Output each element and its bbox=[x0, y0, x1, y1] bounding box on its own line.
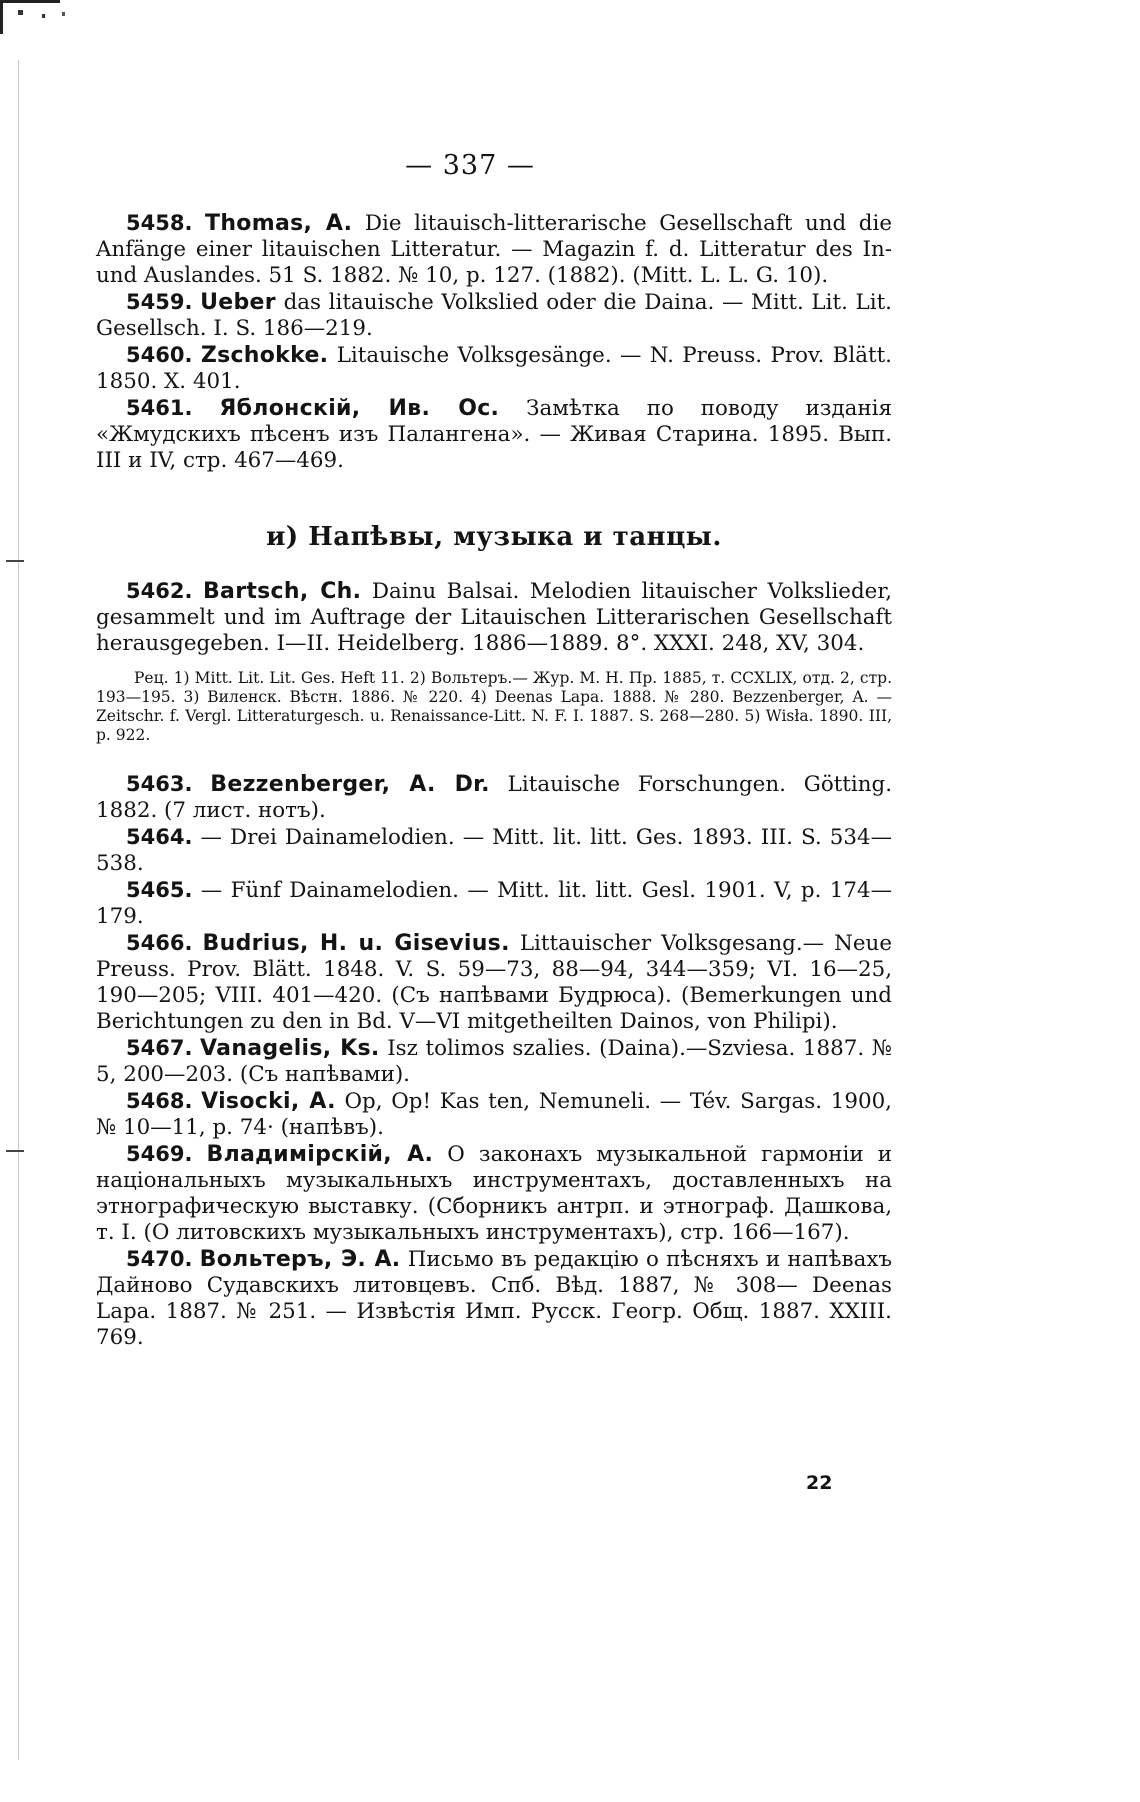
entry-text: Isz tolimos szalies. (Daina).—Szviesa. 1887. № 5, 200—203. (Съ напѣвами). bbox=[96, 1036, 892, 1087]
section-heading: и) Напѣвы, музыка и танцы. bbox=[266, 522, 722, 552]
entry-5470 bbox=[96, 1246, 892, 1351]
entry-5468 bbox=[96, 1088, 892, 1141]
entry-number: 5464. bbox=[126, 825, 193, 849]
entry-author: Bartsch, Ch. bbox=[202, 579, 362, 604]
entry-number: 5466. bbox=[126, 931, 193, 955]
entry-number: 5462. bbox=[126, 579, 193, 603]
page-fold-line bbox=[18, 60, 19, 1760]
entry-5460 bbox=[96, 342, 892, 395]
entry-text: Dainu Balsai. Melodien litauischer Volkslieder, gesammelt und im Auftrage der Litauischen Litterarischen Gesellschaft herausgegeben. I—II. Heidelberg. 1886—1889. 8°. XXXI. 248, XV, 304. bbox=[96, 579, 892, 656]
entry-number: 5459. bbox=[126, 290, 193, 314]
entry-number: 5458. bbox=[126, 211, 193, 235]
entry-author: Budrius, H. u. Gisevius. bbox=[202, 931, 510, 956]
text-column bbox=[96, 210, 892, 1351]
review-note: Рец. 1) Mitt. Lit. Lit. Ges. Heft 11. 2) Вольтеръ.— Жур. М. Н. Пр. 1885, т. CCXLIX, отд. 2, стр. 193—195. 3) Виленск. Вѣстн. 1886. № 220. 4) Deenas Lapa. 1888. № 280. Bezzenberger, A. — Zeitschr. f. Vergl. Litteraturgesch. u. Renaissance-Litt. N. F. I. 1887. S. 268—280. 5) Wisła. 1890. III, p. 922. bbox=[96, 669, 892, 744]
entry-5462 bbox=[96, 578, 892, 657]
entry-number: 5465. bbox=[126, 878, 193, 902]
ink-smudge-corner bbox=[0, 0, 120, 34]
entry-author: Vanagelis, Ks. bbox=[200, 1036, 380, 1061]
entry-5466 bbox=[96, 930, 892, 1035]
entry-author: Zschokke. bbox=[200, 343, 329, 368]
entry-number: 5469. bbox=[126, 1142, 193, 1166]
entry-author: Visocki, A. bbox=[201, 1089, 336, 1114]
entry-text: Op, Op! Kas ten, Nemuneli. — Tév. Sargas. 1900, № 10—11, p. 74· (напѣвъ). bbox=[96, 1089, 892, 1140]
entry-text: Litauische Forschungen. Göttіng. 1882. (7 лист. нотъ). bbox=[96, 772, 892, 823]
edge-tick bbox=[6, 560, 24, 562]
entry-number: 5467. bbox=[126, 1036, 193, 1060]
entry-number: 5470. bbox=[126, 1247, 193, 1271]
entry-number: 5463. bbox=[126, 772, 193, 796]
entry-5461 bbox=[96, 395, 892, 474]
edge-tick bbox=[6, 1150, 24, 1152]
entry-5465 bbox=[96, 877, 892, 930]
entry-author: Thomas, A. bbox=[205, 211, 353, 236]
entry-text: — Fünf Dainamelodien. — Mitt. lit. litt. Gesl. 1901. V, p. 174—179. bbox=[96, 878, 892, 929]
entry-text: das litauische Volkslied oder die Daina. — Mitt. Lit. Lit. Gesellsch. I. S. 186—219. bbox=[96, 290, 892, 341]
entry-5467 bbox=[96, 1035, 892, 1088]
entry-text: Littauischer Volksgesang.— Neue Preuss. Prov. Blätt. 1848. V. S. 59—73, 88—94, 344—359; VI. 16—25, 190—205; VIII. 401—420. (Съ напѣвами Будрюса). (Bemerkungen und Berichtungen zu den in Bd. V—VI mitgetheilten Dainos, von Philipi). bbox=[96, 931, 892, 1034]
page-number: — 337 — bbox=[405, 150, 535, 181]
entry-number: 5461. bbox=[126, 396, 193, 420]
entry-text: Litauische Volksgesänge. — N. Preuss. Prov. Blätt. 1850. X. 401. bbox=[96, 343, 892, 394]
entry-author: Bezzenberger, A. Dr. bbox=[210, 772, 490, 797]
entry-5464 bbox=[96, 824, 892, 877]
entry-text: Die litauisch-litterarische Gesellschaft und die Anfänge einer litauischen Litteratur. — Magazin f. d. Litteratur des In- und Auslandes. 51 S. 1882. № 10, p. 127. (1882). (Mitt. L. L. G. 10). bbox=[96, 211, 892, 288]
entry-number: 5468. bbox=[126, 1089, 193, 1113]
entry-5458 bbox=[96, 210, 892, 289]
entry-text: Замѣтка по поводу изданія «Жмудскихъ пѣсенъ изъ Палангена». — Живая Старина. 1895. Вып. III и IV, стр. 467—469. bbox=[96, 396, 892, 473]
signature-mark: 22 bbox=[806, 1472, 833, 1494]
entry-author: Ueber bbox=[200, 290, 276, 315]
entry-text: Письмо въ редакцію о пѣсняхъ и напѣвахъ Дайново Судавскихъ литовцевъ. Спб. Вѣд. 1887, № 308— Deenas Lapa. 1887. № 251. — Извѣстія Имп. Русск. Геогр. Общ. 1887. XXIII. 769. bbox=[96, 1247, 892, 1350]
entry-5463 bbox=[96, 771, 892, 824]
entry-5469 bbox=[96, 1141, 892, 1246]
entry-text: — Drei Dainamelodien. — Mitt. lit. litt. Ges. 1893. III. S. 534—538. bbox=[96, 825, 892, 876]
entry-author: Вольтеръ, Э. А. bbox=[199, 1247, 401, 1272]
entry-author: Яблонскій, Ив. Ос. bbox=[219, 396, 500, 421]
entry-number: 5460. bbox=[126, 343, 193, 367]
entry-author: Владимірскій, А. bbox=[206, 1142, 434, 1167]
entry-text: О законахъ музыкальной гармоніи и національныхъ музыкальныхъ инструментахъ, доставленныхъ на этнографическую выставку. (Сборникъ антрп. и этнограф. Дашкова, т. I. (О литовскихъ музыкальныхъ инструментахъ), стр. 166—167). bbox=[96, 1142, 892, 1245]
entry-5459 bbox=[96, 289, 892, 342]
